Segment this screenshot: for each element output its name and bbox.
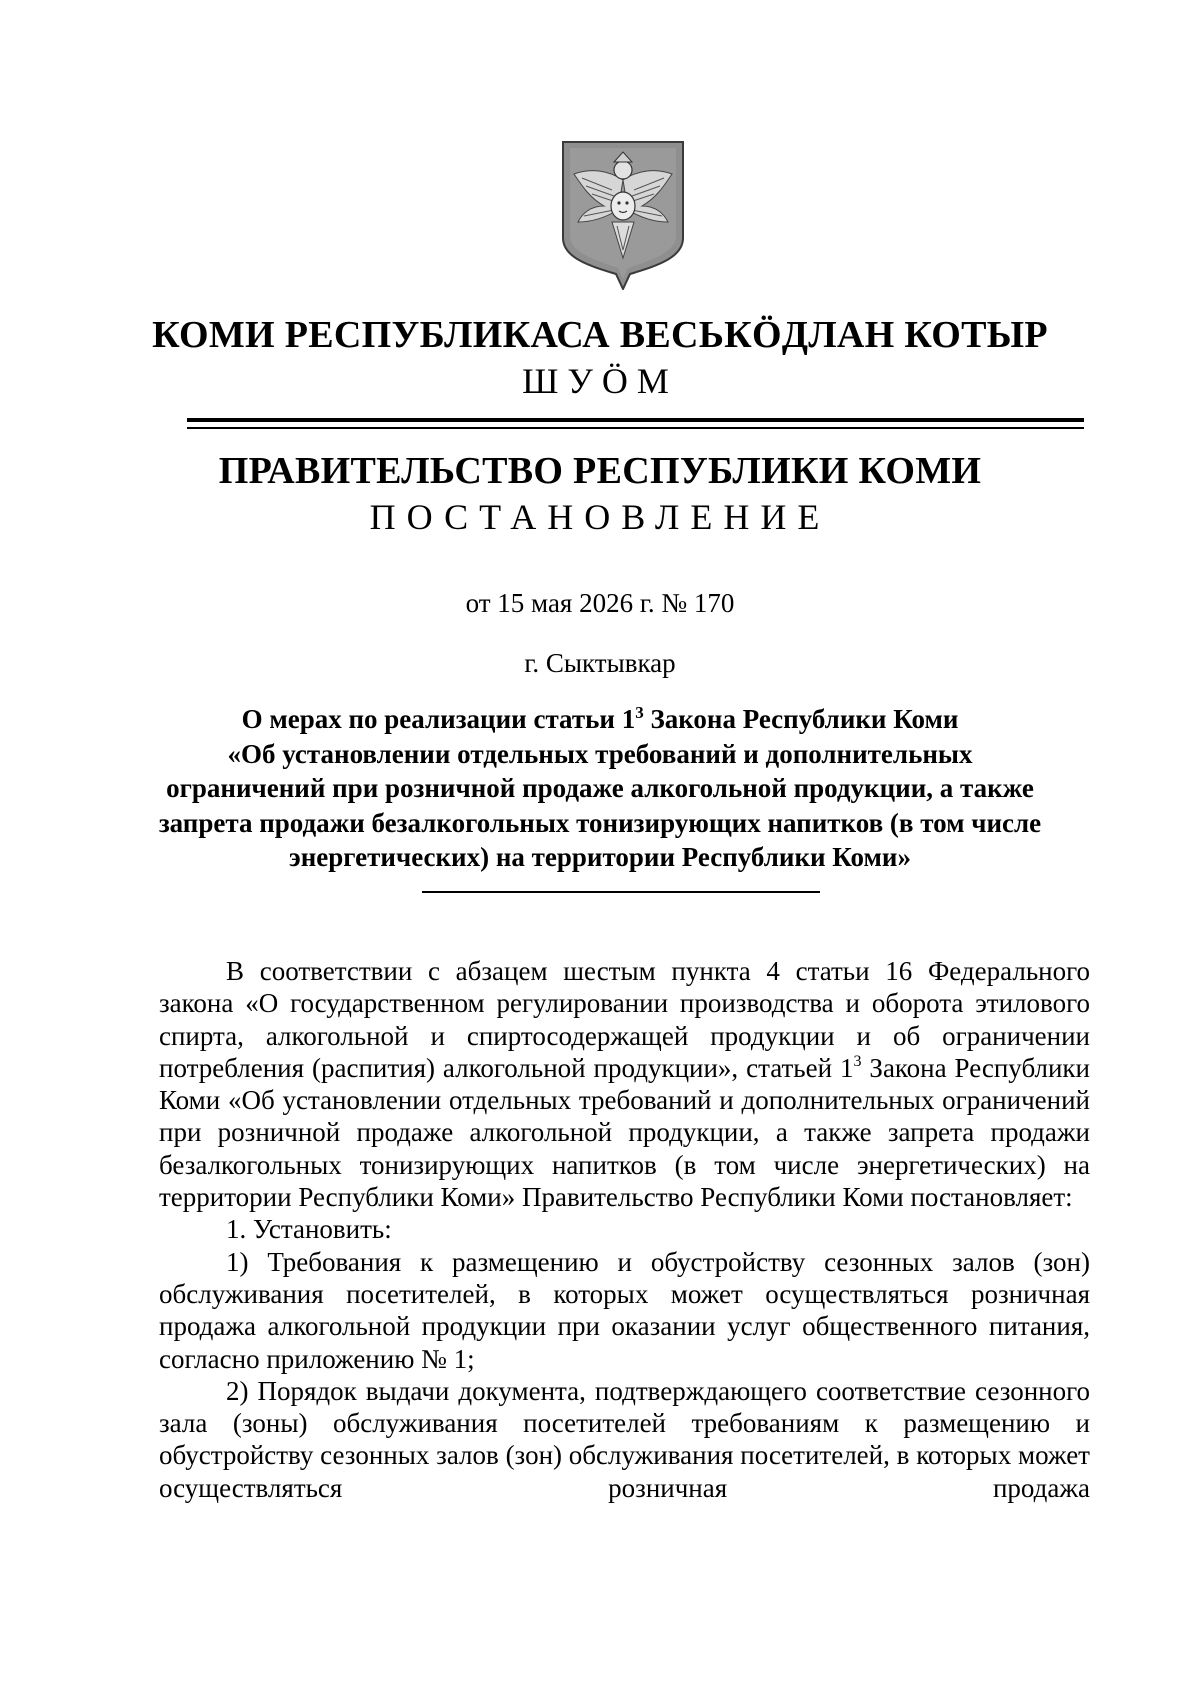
header-divider-thin	[187, 427, 1084, 429]
body-item-1: 1. Установить:	[226, 1214, 392, 1245]
heading-line-5: энергетических) на территории Республики Коми»	[289, 842, 911, 872]
coat-of-arms-icon	[560, 140, 686, 290]
body-paragraph-preamble: В соответствии с абзацем шестым пункта 4 статьи 16 Федерального закона «О государственном регулировании производства и оборота этилового спирта, алкогольной и спиртосодержащей продукции и об ограничении потребления (распития) алкогольной продукции», статьей $1^3$ Закона Республики Коми «Об установлении отдельных требований и дополнительных ограничений при розничной продаже алкогольной продукции, а также запрета продажи безалкогольных тонизирующих напитков (в том числе энергетических) на территории Республики Коми» Правительство Республики Коми постановляет:	[159, 956, 1090, 1213]
document-date-number: от 15 мая 2026 г. № 170	[465, 588, 735, 618]
komi-government-title: КОМИ РЕСПУБЛИКАСА ВЕСЬКӦДЛАН КОТЫР	[152, 314, 1048, 356]
heading-line-2: «Об установлении отдельных требований и дополнительных	[227, 738, 973, 769]
document-heading	[0, 702, 1200, 875]
body-subitem-2: 2) Порядок выдачи документа, подтверждающего соответствие сезонного зала (зоны) обслуживания посетителей требованиям к размещению и обустройству сезонных залов (зон) обслуживания посетителей, в которых может осуществляться розничная продажа	[159, 1375, 1090, 1503]
heading-line-3: ограничений при розничной продаже алкогольной продукции, а также	[166, 773, 1034, 803]
document-city: г. Сыктывкар	[524, 648, 676, 678]
heading-line-1: О мерах по реализации статьи $1^3$ Закона Республики Коми	[241, 703, 959, 734]
heading-underline	[422, 891, 820, 893]
ru-government-title: ПРАВИТЕЛЬСТВО РЕСПУБЛИКИ КОМИ	[218, 450, 982, 492]
body-subitem-1: 1) Требования к размещению и обустройству сезонных залов (зон) обслуживания посетителей, в которых может осуществляться розничная продажа алкогольной продукции при оказании услуг общественного питания, согласно приложению № 1;	[159, 1246, 1090, 1374]
komi-resolution-label: ШУӦМ	[522, 361, 678, 401]
coat-of-arms-emblem	[560, 140, 686, 290]
heading-line-4: запрета продажи безалкогольных тонизирующих напитков (в том числе	[158, 807, 1042, 838]
ru-resolution-label: ПОСТАНОВЛЕНИЕ	[369, 497, 831, 537]
document-body	[159, 955, 1090, 1504]
header-divider-thick	[187, 418, 1084, 422]
